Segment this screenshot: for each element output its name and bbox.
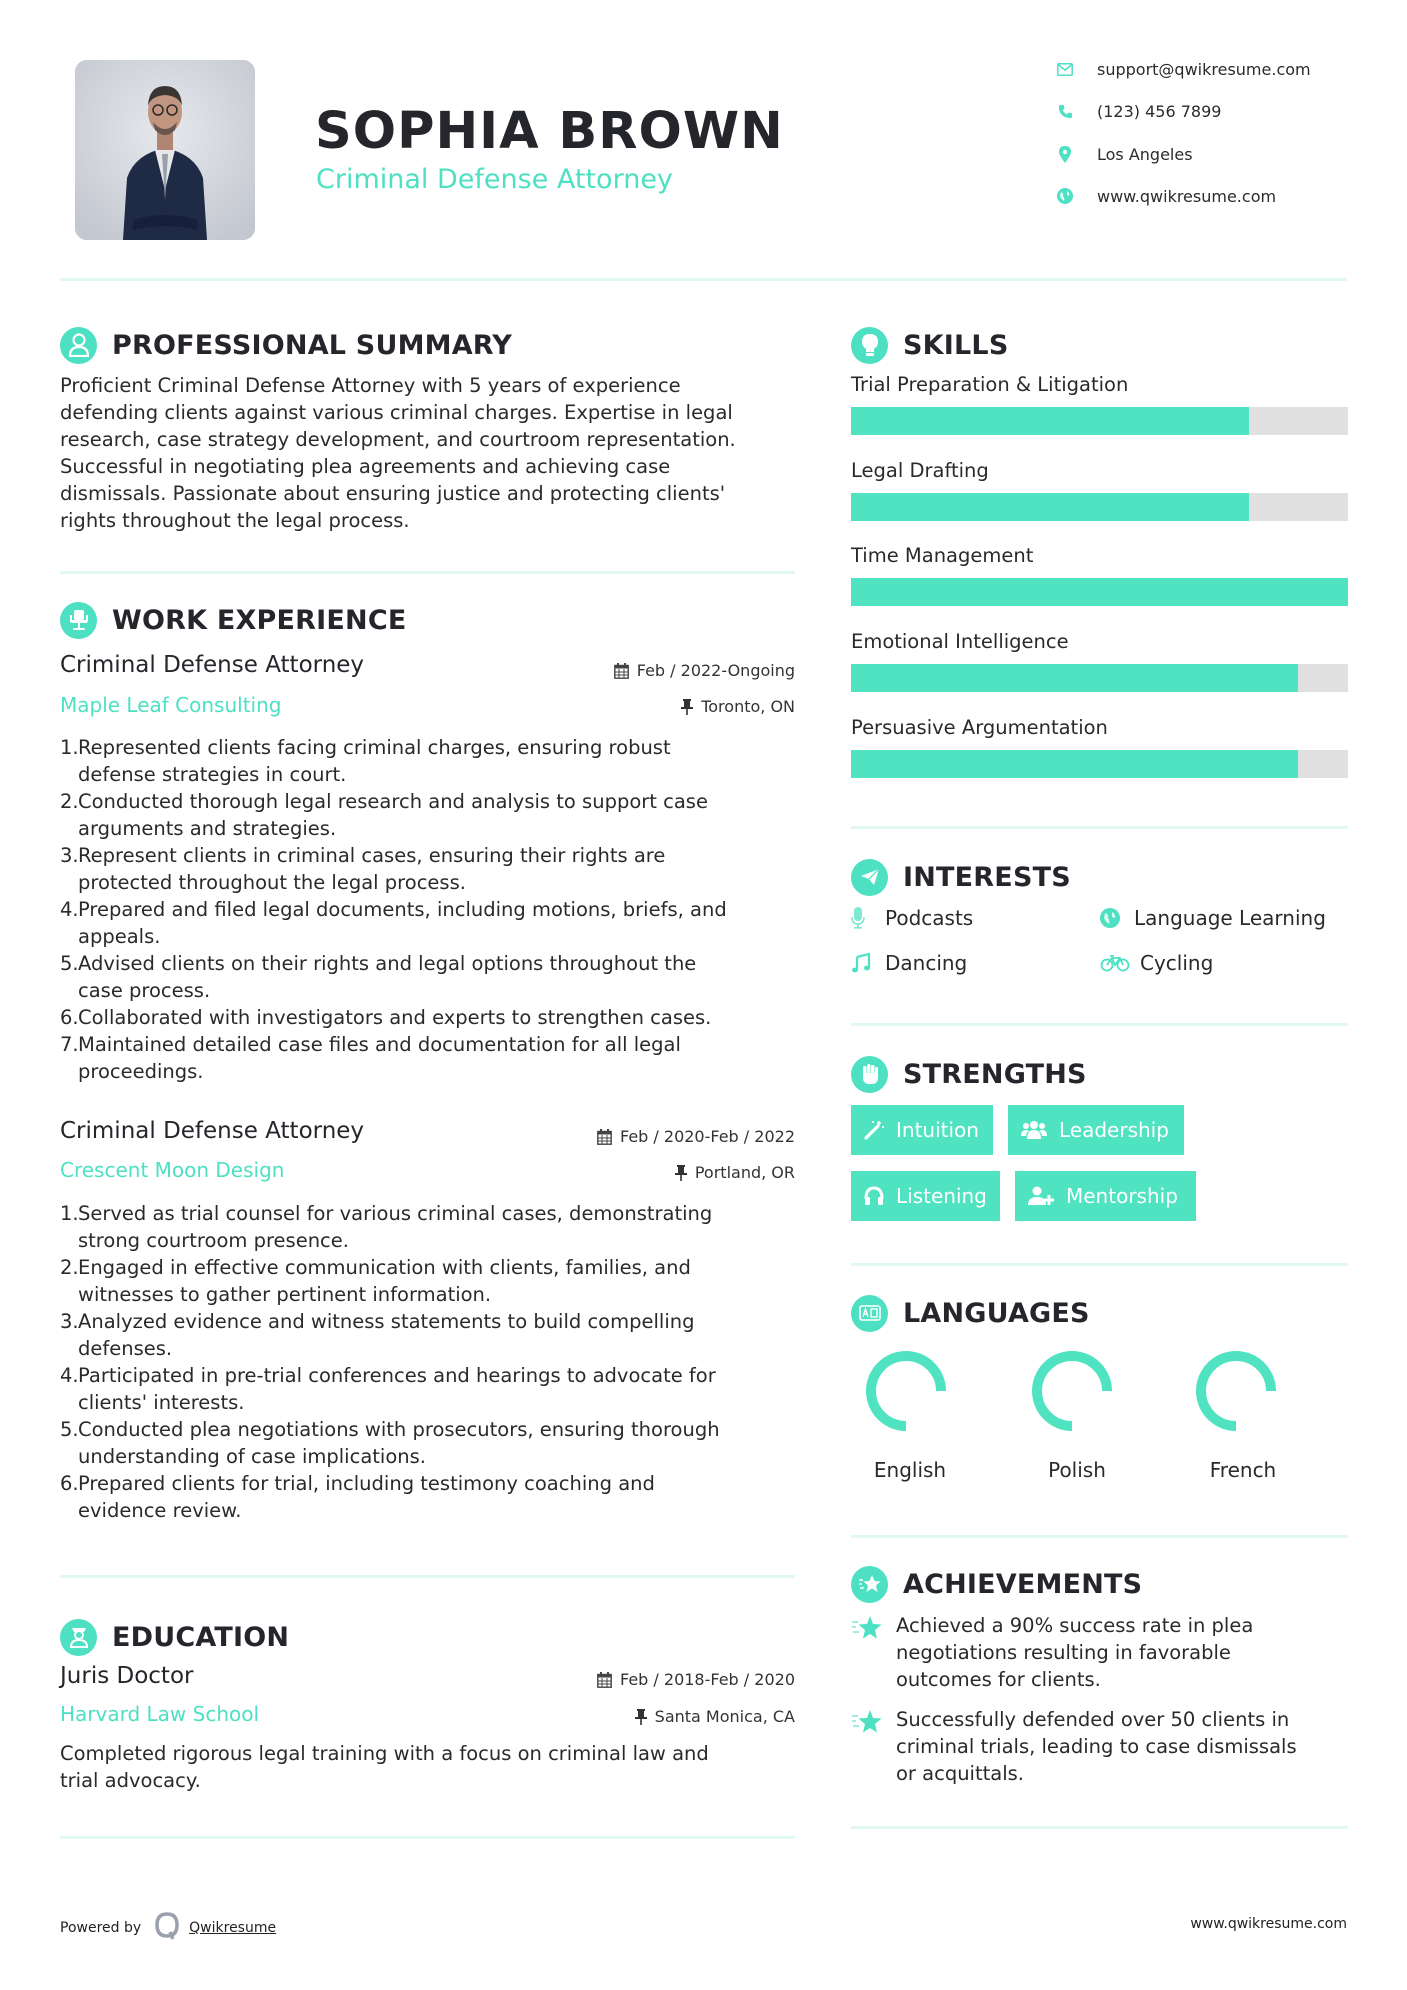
user-plus-icon (1028, 1186, 1054, 1206)
skill-bar (851, 664, 1348, 692)
interest-item-language-learning (1100, 903, 1326, 933)
pushpin-icon (681, 699, 693, 715)
duty-item: 4. Prepared and filed legal documents, including motions, briefs, and appeals. (60, 898, 727, 948)
degree-name: Juris Doctor (60, 1663, 194, 1689)
translate-icon (851, 1295, 888, 1332)
contact-location (1055, 142, 1355, 166)
job-duties-list (60, 734, 800, 1085)
experience-divider (60, 1575, 795, 1578)
education-location-text: Santa Monica, CA (654, 1707, 795, 1726)
education-title: EDUCATION (112, 1621, 290, 1653)
languages-divider (851, 1535, 1348, 1538)
skill-bar-fill (851, 493, 1249, 521)
achievement-item (851, 1706, 1351, 1787)
qwikresume-logo-icon (155, 1912, 179, 1944)
profile-photo (75, 60, 255, 240)
skills-divider (851, 826, 1348, 829)
music-note-icon (851, 953, 877, 973)
strengths-divider (851, 1263, 1348, 1266)
skill-item (851, 544, 1348, 606)
contact-phone[interactable] (1055, 99, 1355, 123)
contact-phone-text: (123) 456 7899 (1097, 101, 1222, 121)
strength-label: Leadership (1059, 1118, 1169, 1142)
skill-bar (851, 407, 1348, 435)
strength-tag-intuition (851, 1105, 993, 1155)
duty-item: 4. Participated in pre-trial conferences and hearings to advocate for clients' interests. (60, 1364, 716, 1414)
school-name: Harvard Law School (60, 1702, 260, 1726)
skill-bar-fill (851, 750, 1298, 778)
education-dates (597, 1670, 795, 1689)
skill-label: Legal Drafting (851, 459, 989, 482)
interests-title: INTERESTS (903, 861, 1071, 893)
skill-label: Time Management (851, 544, 1034, 567)
interest-label: Dancing (885, 951, 968, 975)
pushpin-icon (635, 1709, 647, 1725)
job-title: Criminal Defense Attorney (60, 1118, 365, 1144)
interest-item-cycling (1100, 948, 1213, 978)
achievement-text: Achieved a 90% success rate in plea negotiations resulting in favorable outcomes for clients. (896, 1614, 1254, 1691)
duty-item: 3. Analyzed evidence and witness statements to build compelling defenses. (60, 1310, 695, 1360)
contact-email-text: support@qwikresume.com (1097, 59, 1311, 79)
education-divider (60, 1836, 795, 1839)
job-title: Criminal Defense Attorney (60, 652, 365, 678)
contact-email[interactable] (1055, 57, 1355, 81)
star-icon (851, 1706, 896, 1787)
duty-item: 3. Represent clients in criminal cases, ensuring their rights are protected throughout the legal process. (60, 844, 666, 894)
duty-item: 2. Conducted thorough legal research and analysis to support case arguments and strategies. (60, 790, 708, 840)
duty-item: 6. Prepared clients for trial, including testimony coaching and evidence review. (60, 1472, 655, 1522)
interest-label: Podcasts (885, 906, 974, 930)
skill-label: Persuasive Argumentation (851, 716, 1108, 739)
contact-website[interactable] (1055, 184, 1355, 208)
education-location (635, 1707, 795, 1726)
skill-bar (851, 578, 1348, 606)
strength-label: Listening (896, 1184, 987, 1208)
star-award-icon (851, 1566, 888, 1603)
footer-powered-by (60, 1912, 276, 1944)
skill-label: Trial Preparation & Litigation (851, 373, 1129, 396)
skill-bar (851, 750, 1348, 778)
header-divider (60, 278, 1347, 281)
education-section-header (60, 1617, 289, 1657)
language-label: English (873, 1458, 947, 1482)
job-location (675, 1163, 795, 1182)
progress-ring (861, 1346, 951, 1436)
footer-website[interactable]: www.qwikresume.com (1190, 1916, 1347, 1932)
skill-item (851, 459, 1348, 521)
users-icon (1021, 1120, 1047, 1140)
company-name: Maple Leaf Consulting (60, 693, 282, 717)
summary-line: dismissals. Passionate about ensuring justice and protecting clients' (60, 482, 726, 505)
job-location (681, 697, 795, 716)
skill-label: Emotional Intelligence (851, 630, 1069, 653)
pushpin-icon (675, 1165, 687, 1181)
language-ring-french (1191, 1346, 1281, 1436)
achievements-divider (851, 1826, 1348, 1829)
strengths-section-header (851, 1054, 1087, 1094)
achievements-section-header (851, 1564, 1142, 1604)
summary-line: defending clients against various criminal charges. Expertise in legal (60, 401, 733, 424)
contact-website-text: www.qwikresume.com (1097, 186, 1277, 206)
candidate-name: SOPHIA BROWN (315, 102, 784, 161)
job-location-text: Toronto, ON (701, 697, 795, 716)
interests-section-header (851, 857, 1071, 897)
bicycle-icon (1100, 954, 1132, 972)
phone-icon (1055, 101, 1075, 121)
language-ring-english (861, 1346, 951, 1436)
skill-bar-fill (851, 407, 1249, 435)
education-line: trial advocacy. (60, 1769, 201, 1792)
microphone-icon (851, 907, 877, 929)
skills-section-header (851, 325, 1008, 365)
candidate-role: Criminal Defense Attorney (316, 164, 673, 195)
strength-tag-mentorship (1015, 1171, 1196, 1221)
interest-label: Language Learning (1134, 906, 1326, 930)
job-dates (597, 1127, 795, 1146)
duty-item: 7. Maintained detailed case files and documentation for all legal proceedings. (60, 1033, 681, 1083)
education-dates-text: Feb / 2018-Feb / 2020 (620, 1670, 795, 1689)
powered-by-label: Powered by (60, 1920, 142, 1936)
strength-tag-leadership (1008, 1105, 1184, 1155)
education-line: Completed rigorous legal training with a focus on criminal law and (60, 1742, 709, 1765)
interest-item-podcasts (851, 903, 973, 933)
summary-line: Proficient Criminal Defense Attorney with 5 years of experience (60, 374, 681, 397)
globe-icon (1055, 186, 1075, 206)
star-icon (851, 1612, 896, 1693)
job-location-text: Portland, OR (694, 1163, 795, 1182)
duty-item: 2. Engaged in effective communication with clients, families, and witnesses to gather pertinent information. (60, 1256, 691, 1306)
summary-text (60, 372, 800, 534)
lightbulb-icon (851, 327, 888, 364)
strengths-title: STRENGTHS (903, 1058, 1087, 1090)
interests-divider (851, 1023, 1348, 1026)
job-dates-text: Feb / 2020-Feb / 2022 (620, 1127, 795, 1146)
graduate-icon (60, 1619, 97, 1656)
skill-item (851, 373, 1348, 435)
skill-bar-fill (851, 664, 1298, 692)
strength-label: Intuition (896, 1118, 979, 1142)
calendar-icon (597, 1672, 612, 1688)
office-chair-icon (60, 602, 97, 639)
contact-location-text: Los Angeles (1097, 144, 1193, 164)
summary-line: rights throughout the legal process. (60, 509, 410, 532)
map-marker-icon (1055, 144, 1075, 164)
interest-item-dancing (851, 948, 967, 978)
headphones-icon (864, 1186, 884, 1206)
job-dates-text: Feb / 2022-Ongoing (636, 661, 795, 680)
languages-title: LANGUAGES (903, 1297, 1090, 1329)
skill-item (851, 630, 1348, 692)
language-label: French (1209, 1458, 1277, 1482)
calendar-icon (614, 663, 629, 679)
skill-item (851, 716, 1348, 778)
duty-item: 5. Advised clients on their rights and legal options throughout the case process. (60, 952, 697, 1002)
duty-item: 1. Served as trial counsel for various criminal cases, demonstrating strong courtroom presence. (60, 1202, 713, 1252)
job-dates (614, 661, 795, 680)
summary-line: Successful in negotiating plea agreements and achieving case (60, 455, 671, 478)
company-name: Crescent Moon Design (60, 1158, 285, 1182)
summary-line: research, case strategy development, and courtroom representation. (60, 428, 736, 451)
summary-section-header (60, 325, 512, 365)
globe-icon (1100, 908, 1126, 928)
paper-plane-icon (851, 859, 888, 896)
skill-bar (851, 493, 1348, 521)
strength-tag-listening (851, 1171, 1000, 1221)
duty-item: 1. Represented clients facing criminal charges, ensuring robust defense strategies in court. (60, 736, 671, 786)
strength-label: Mentorship (1066, 1184, 1178, 1208)
summary-title: PROFESSIONAL SUMMARY (112, 329, 513, 361)
magic-wand-icon (864, 1120, 884, 1140)
skills-title: SKILLS (903, 329, 1009, 361)
experience-title: WORK EXPERIENCE (112, 604, 407, 636)
duty-item: 5. Conducted plea negotiations with prosecutors, ensuring thorough understanding of case implications. (60, 1418, 720, 1468)
calendar-icon (597, 1129, 612, 1145)
achievement-text: Successfully defended over 50 clients in criminal trials, leading to case dismissals or acquittals. (896, 1708, 1297, 1785)
experience-section-header (60, 600, 406, 640)
education-description (60, 1740, 800, 1794)
achievements-title: ACHIEVEMENTS (903, 1568, 1143, 1600)
person-photo-illustration (75, 60, 255, 240)
language-ring-polish (1027, 1346, 1117, 1436)
skill-bar-fill (851, 578, 1348, 606)
duty-item: 6. Collaborated with investigators and experts to strengthen cases. (60, 1006, 712, 1029)
interest-label: Cycling (1140, 951, 1214, 975)
achievement-item (851, 1612, 1351, 1693)
envelope-icon (1055, 59, 1075, 79)
qwikresume-link[interactable]: Qwikresume (189, 1920, 277, 1936)
progress-ring (1027, 1346, 1117, 1436)
fist-icon (851, 1056, 888, 1093)
job-duties-list (60, 1200, 800, 1524)
languages-section-header (851, 1293, 1090, 1333)
user-icon (60, 327, 97, 364)
progress-ring (1191, 1346, 1281, 1436)
language-label: Polish (1048, 1458, 1106, 1482)
summary-divider (60, 571, 795, 574)
